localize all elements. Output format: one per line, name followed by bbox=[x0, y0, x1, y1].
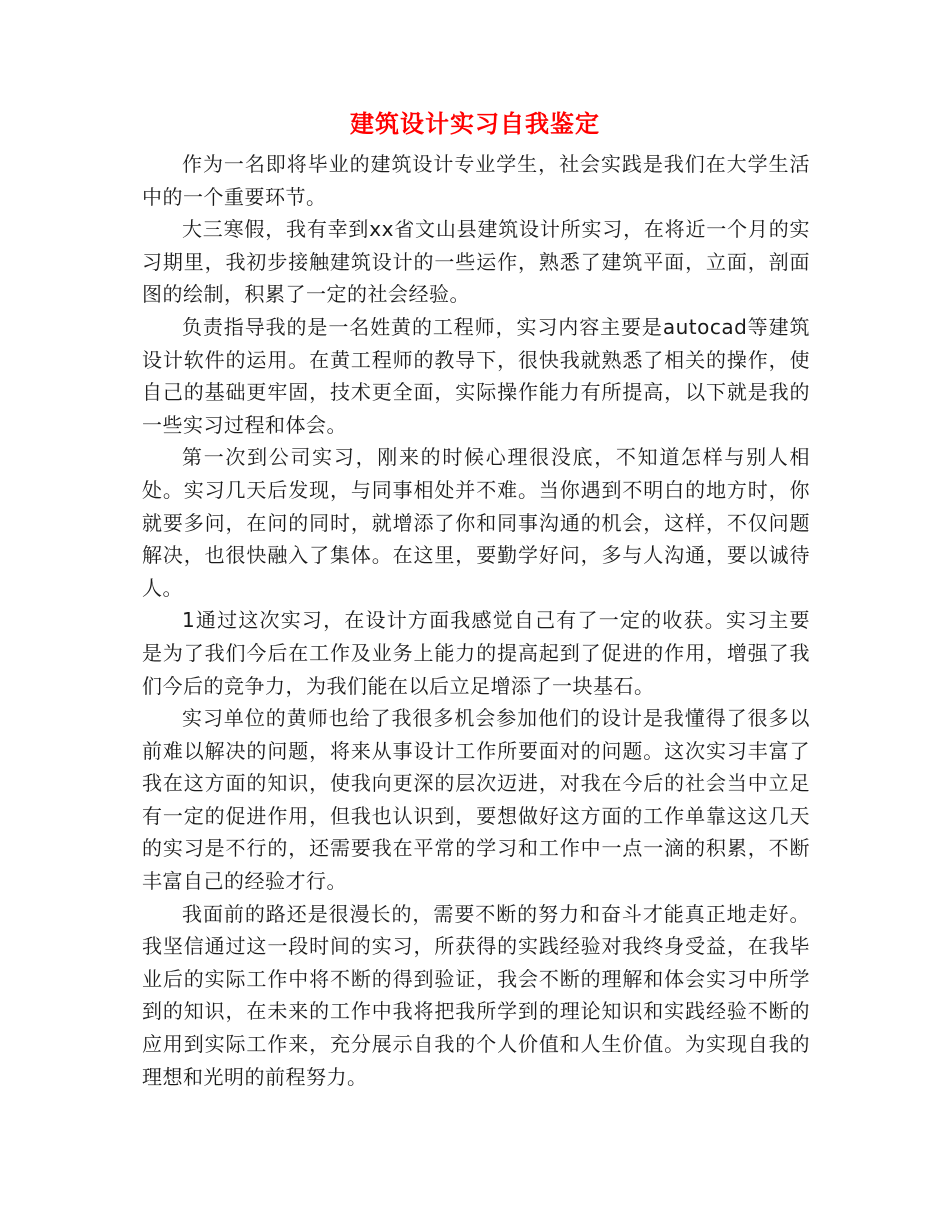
document-body bbox=[142, 148, 810, 1093]
paragraph-5: 1通过这次实习，在设计方面我感觉自己有了一定的收获。实习主要是为了我们今后在工作及业务上能力的提高起到了促进的作用，增强了我们今后的竞争力，为我们能在以后立足增添了一块基石。 bbox=[142, 608, 810, 698]
paragraph-3: 负责指导我的是一名姓黄的工程师，实习内容主要是autocad等建筑设计软件的运用。在黄工程师的教导下，很快我就熟悉了相关的操作，使自己的基础更牢固，技术更全面，实际操作能力有所提高，以下就是我的一些实习过程和体会。 bbox=[142, 314, 810, 437]
paragraph-4: 第一次到公司实习，刚来的时候心理很没底，不知道怎样与别人相处。实习几天后发现，与同事相处并不难。当你遇到不明白的地方时，你就要多问，在问的同时，就增添了你和同事沟通的机会，这样，不仅问题解决，也很快融入了集体。在这里，要勤学好问，多与人沟通，要以诚待人。 bbox=[142, 445, 810, 600]
paragraph-1: 作为一名即将毕业的建筑设计专业学生，社会实践是我们在大学生活中的一个重要环节。 bbox=[142, 152, 810, 209]
paragraph-2: 大三寒假，我有幸到xx省文山县建筑设计所实习，在将近一个月的实习期里，我初步接触建筑设计的一些运作，熟悉了建筑平面，立面，剖面图的绘制，积累了一定的社会经验。 bbox=[142, 217, 810, 307]
document-title: 建筑设计实习自我鉴定 bbox=[350, 109, 600, 138]
paragraph-6: 实习单位的黄师也给了我很多机会参加他们的设计是我懂得了很多以前难以解决的问题，将来从事设计工作所要面对的问题。这次实习丰富了我在这方面的知识，使我向更深的层次迈进，对我在今后的社会当中立足有一定的促进作用，但我也认识到，要想做好这方面的工作单靠这这几天的实习是不行的，还需要我在平常的学习和工作中一点一滴的积累，不断丰富自己的经验才行。 bbox=[142, 706, 810, 894]
paragraph-7: 我面前的路还是很漫长的，需要不断的努力和奋斗才能真正地走好。我坚信通过这一段时间的实习，所获得的实践经验对我终身受益，在我毕业后的实际工作中将不断的得到验证，我会不断的理解和体会实习中所学到的知识，在未来的工作中我将把我所学到的理论知识和实践经验不断的应用到实际工作来，充分展示自我的个人价值和人生价值。为实现自我的理想和光明的前程努力。 bbox=[142, 901, 810, 1089]
